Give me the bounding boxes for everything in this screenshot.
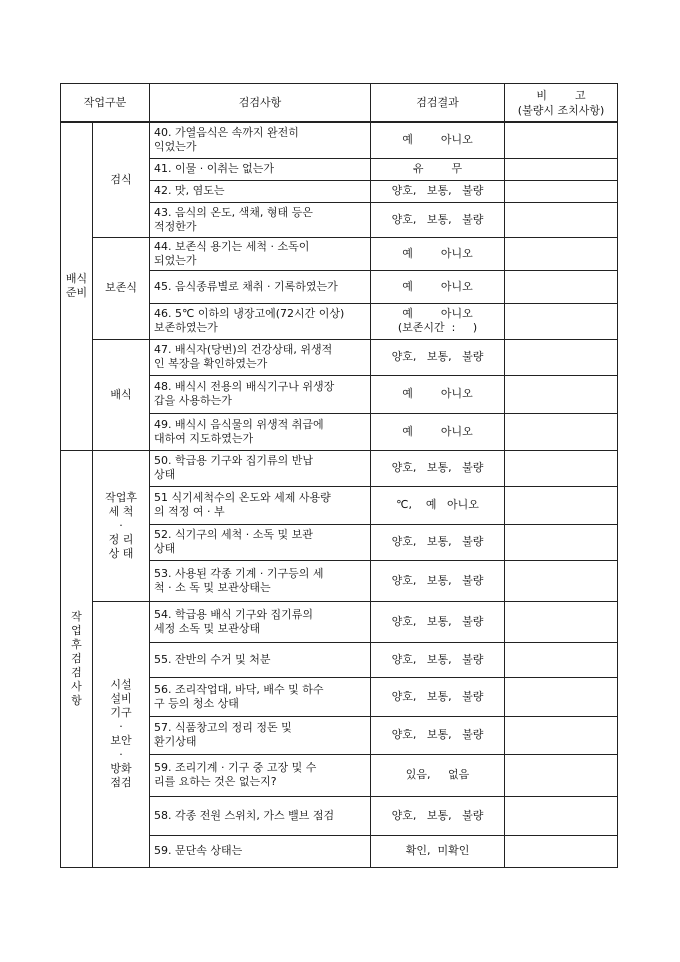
table-row <box>61 339 618 375</box>
check-result-43[interactable]: 양호, 보통, 불량 <box>371 202 505 237</box>
check-item-45: 45. 음식종류별로 채취 · 기록하였는가 <box>150 270 371 303</box>
check-item-55: 55. 잔반의 수거 및 처분 <box>150 642 371 677</box>
check-result-49[interactable]: 예 아니오 <box>371 413 505 450</box>
header-row <box>61 84 618 123</box>
table-row <box>61 601 618 642</box>
table-row <box>61 237 618 270</box>
remarks-cell[interactable] <box>505 524 618 560</box>
check-item-54: 54. 학급용 배식 기구와 집기류의 세정 소독 및 보관상태 <box>150 601 371 642</box>
check-item-59-locking: 59. 문단속 상태는 <box>150 835 371 867</box>
check-result-42[interactable]: 양호, 보통, 불량 <box>371 180 505 202</box>
check-item-57: 57. 식품창고의 정리 정돈 및 환기상태 <box>150 716 371 754</box>
remarks-cell[interactable] <box>505 486 618 524</box>
inspection-checklist-table <box>60 83 618 868</box>
header-check-result: 검검결과 <box>371 84 505 123</box>
remarks-cell[interactable] <box>505 158 618 180</box>
check-result-40[interactable]: 예 아니오 <box>371 122 505 158</box>
check-item-41: 41. 이물 · 이취는 없는가 <box>150 158 371 180</box>
check-result-50[interactable]: 양호, 보통, 불량 <box>371 450 505 486</box>
remarks-cell[interactable] <box>505 202 618 237</box>
check-item-40: 40. 가열음식은 속까지 완전히 익었는가 <box>150 122 371 158</box>
remarks-cell[interactable] <box>505 413 618 450</box>
remarks-cell[interactable] <box>505 642 618 677</box>
remarks-cell[interactable] <box>505 270 618 303</box>
check-result-57[interactable]: 양호, 보통, 불량 <box>371 716 505 754</box>
check-result-52[interactable]: 양호, 보통, 불량 <box>371 524 505 560</box>
check-result-45[interactable]: 예 아니오 <box>371 270 505 303</box>
subgroup-label-preserved: 보존식 <box>93 237 150 339</box>
header-remarks-subtitle: (불량시 조치사항) <box>517 103 605 117</box>
remarks-cell[interactable] <box>505 303 618 339</box>
check-result-56[interactable]: 양호, 보통, 불량 <box>371 677 505 716</box>
table-row <box>61 450 618 486</box>
header-remarks <box>505 84 618 123</box>
check-result-59-repair[interactable]: 있음, 없음 <box>371 754 505 796</box>
check-item-49: 49. 배식시 음식물의 위생적 취급에 대하여 지도하였는가 <box>150 413 371 450</box>
header-remarks-title: 비 고 <box>536 88 586 102</box>
remarks-cell[interactable] <box>505 716 618 754</box>
remarks-cell[interactable] <box>505 122 618 158</box>
check-result-59-locking[interactable]: 확인, 미확인 <box>371 835 505 867</box>
check-item-43: 43. 음식의 온도, 색채, 형태 등은 적정한가 <box>150 202 371 237</box>
remarks-cell[interactable] <box>505 375 618 413</box>
remarks-cell[interactable] <box>505 601 618 642</box>
check-item-59-repair: 59. 조리기계 · 기구 중 고장 및 수 리를 요하는 것은 없는지? <box>150 754 371 796</box>
subgroup-label-cleanup: 작업후 세 척 · 정 리 상 태 <box>93 450 150 601</box>
check-result-44[interactable]: 예 아니오 <box>371 237 505 270</box>
check-item-53: 53. 사용된 각종 기계 · 기구등의 세 척 · 소 독 및 보관상태는 <box>150 560 371 601</box>
check-item-51: 51 식기세척수의 온도와 세제 사용량 의 적정 여 · 부 <box>150 486 371 524</box>
check-result-48[interactable]: 예 아니오 <box>371 375 505 413</box>
remarks-cell[interactable] <box>505 796 618 835</box>
check-result-54[interactable]: 양호, 보통, 불량 <box>371 601 505 642</box>
subgroup-label-serving: 배식 <box>93 339 150 450</box>
check-item-42: 42. 맛, 염도는 <box>150 180 371 202</box>
check-result-53[interactable]: 양호, 보통, 불량 <box>371 560 505 601</box>
check-item-48: 48. 배식시 전용의 배식기구나 위생장 갑을 사용하는가 <box>150 375 371 413</box>
check-item-52: 52. 식기구의 세척 · 소독 및 보관 상태 <box>150 524 371 560</box>
check-result-46[interactable]: 예 아니오 (보존시간 : ) <box>371 303 505 339</box>
subgroup-label-facility: 시설 설비 기구 · 보안 · 방화 점검 <box>93 601 150 867</box>
check-item-56: 56. 조리작업대, 바닥, 배수 및 하수 구 등의 청소 상태 <box>150 677 371 716</box>
check-result-41[interactable]: 유 무 <box>371 158 505 180</box>
group-label-after: 작 업 후 검 검 사 항 <box>61 450 93 867</box>
remarks-cell[interactable] <box>505 237 618 270</box>
check-item-58: 58. 각종 전원 스위치, 가스 밸브 점검 <box>150 796 371 835</box>
remarks-cell[interactable] <box>505 450 618 486</box>
group-label-prep: 배식 준비 <box>61 122 93 450</box>
remarks-cell[interactable] <box>505 339 618 375</box>
remarks-cell[interactable] <box>505 560 618 601</box>
remarks-cell[interactable] <box>505 677 618 716</box>
check-result-47[interactable]: 양호, 보통, 불량 <box>371 339 505 375</box>
subgroup-label-inspection: 검식 <box>93 122 150 237</box>
check-result-58[interactable]: 양호, 보통, 불량 <box>371 796 505 835</box>
remarks-cell[interactable] <box>505 754 618 796</box>
remarks-cell[interactable] <box>505 180 618 202</box>
check-result-51[interactable]: ℃, 예 아니오 <box>371 486 505 524</box>
check-item-46: 46. 5℃ 이하의 냉장고에(72시간 이상) 보존하였는가 <box>150 303 371 339</box>
remarks-cell[interactable] <box>505 835 618 867</box>
check-item-44: 44. 보존식 용기는 세척 · 소독이 되었는가 <box>150 237 371 270</box>
check-result-55[interactable]: 양호, 보통, 불량 <box>371 642 505 677</box>
header-check-items: 검검사항 <box>150 84 371 123</box>
header-work-category: 작업구분 <box>61 84 150 123</box>
check-item-47: 47. 배식자(당번)의 건강상태, 위생적 인 복장을 확인하였는가 <box>150 339 371 375</box>
check-item-50: 50. 학급용 기구와 집기류의 반납 상태 <box>150 450 371 486</box>
table-row <box>61 122 618 158</box>
